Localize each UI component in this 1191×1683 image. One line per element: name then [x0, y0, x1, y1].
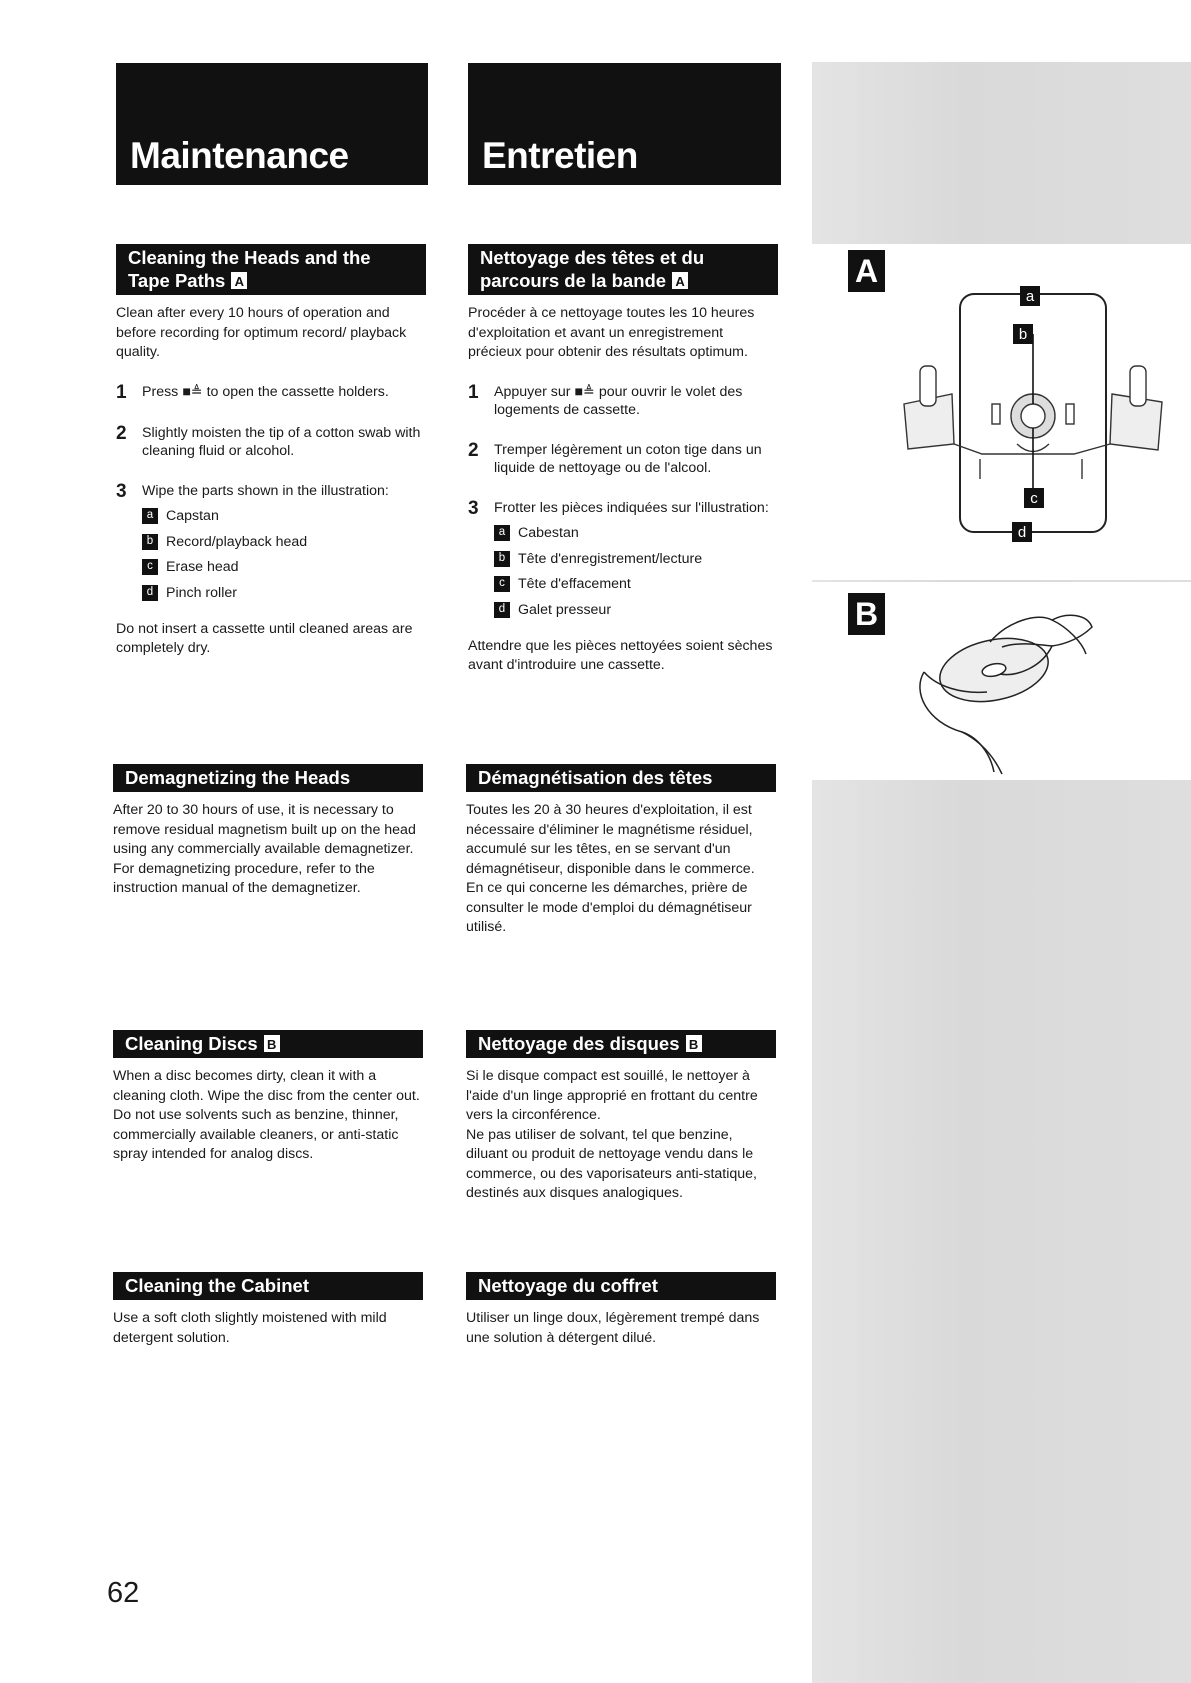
en-demag-section [113, 764, 423, 899]
fr-cabinet-text: Utiliser un linge doux, légèrement trempé dans une solution à détergent dilué. [466, 1310, 760, 1346]
french-page-title: Entretien [482, 135, 638, 176]
fr-discs-text-1: Si le disque compact est souillé, le nettoyer à l'aide d'un linge approprié en frottant du centre vers la circonférence. [466, 1068, 758, 1123]
en-steps [116, 383, 426, 606]
svg-text:a: a [1025, 288, 1035, 305]
disc-cleaning-illustration [812, 582, 1191, 780]
tape-deck-illustration [812, 244, 1191, 580]
fr-heads-note: Attendre que les pièces nettoyées soient sèches avant d'introduire une cassette. [468, 637, 773, 673]
figure-ref-b: B [686, 1035, 702, 1052]
fr-cabinet-heading: Nettoyage du coffret [466, 1272, 776, 1300]
fr-discs-text-2: Ne pas utiliser de solvant, tel que benzine, diluant ou produit de nettoyage vendu dans le commerce, ou des vaporisateurs anti-statique, destinés aux disques analogiques. [466, 1126, 757, 1201]
en-discs-text-2: Do not use solvents such as benzine, thinner, commercially available cleaners, or anti-static spray intended for analog discs. [113, 1107, 399, 1162]
fr-demag-text-2: En ce qui concerne les démarches, prière de consulter le mode d'emploi du démagnétiseur utilisé. [466, 880, 752, 935]
fr-demag-section [466, 764, 776, 938]
svg-text:b: b [1018, 326, 1028, 343]
en-demag-text-1: After 20 to 30 hours of use, it is necessary to remove residual magnetism built up on the head using any commercially available demagnetizer. [113, 802, 416, 857]
fr-heads-intro: Procéder à ce nettoyage toutes les 10 heures d'exploitation et avant un enregistrement précieux pour obtenir des résultats optimum. [468, 305, 755, 360]
figure-b-label: B [848, 593, 885, 635]
list-item: d Galet presseur [494, 597, 769, 623]
figure-a-label: A [848, 250, 885, 292]
figure-ref-a: A [672, 272, 688, 289]
figure-ref-b: B [264, 1035, 280, 1052]
fr-discs-heading: Nettoyage des disques B [466, 1030, 776, 1058]
list-item: b Tête d'enregistrement/lecture [494, 546, 769, 572]
svg-text:c: c [1030, 490, 1038, 507]
figure-a-panel [812, 244, 1191, 580]
list-item: b Record/playback head [142, 529, 389, 555]
en-heads-note: Do not insert a cassette until cleaned areas are completely dry. [116, 620, 413, 656]
fr-step-1: 1 Appuyer sur ■≜ pour ouvrir le volet des logements de cassette. [468, 381, 743, 418]
en-step-3: 3 Wipe the parts shown in the illustration: a Capstan b Record/playback head c Erase head d Pinch roller [116, 482, 426, 606]
list-item: c Erase head [142, 555, 389, 581]
fr-demag-text-1: Toutes les 20 à 30 heures d'exploitation, il est nécessaire d'éliminer le magnétisme résiduel, accumulé sur les têtes, en se servant d'un démagnétiseur, disponible dans le commerce. [466, 802, 755, 877]
en-cabinet-section [113, 1272, 423, 1348]
fr-parts-list [494, 521, 769, 623]
fr-step-2: 2 Tremper légèrement un coton tige dans un liquide de nettoyage ou de l'alcool. [468, 439, 762, 476]
en-demag-text-2: For demagnetizing procedure, refer to the instruction manual of the demagnetizer. [113, 860, 375, 896]
list-item: c Tête d'effacement [494, 572, 769, 598]
list-item: a Cabestan [494, 521, 769, 547]
en-parts-list [142, 504, 389, 606]
fr-demag-heading: Démagnétisation des têtes [466, 764, 776, 792]
en-cabinet-text: Use a soft cloth slightly moistened with mild detergent solution. [113, 1310, 387, 1346]
en-heads-section [116, 244, 426, 659]
en-cabinet-heading: Cleaning the Cabinet [113, 1272, 423, 1300]
en-discs-text-1: When a disc becomes dirty, clean it with a cleaning cloth. Wipe the disc from the center out. [113, 1068, 420, 1104]
french-title-bar [468, 63, 781, 185]
figure-b-panel [812, 582, 1191, 780]
list-item: a Capstan [142, 504, 389, 530]
svg-text:d: d [1017, 524, 1027, 541]
en-discs-heading: Cleaning Discs B [113, 1030, 423, 1058]
en-heads-heading: Cleaning the Heads and the Tape Paths A [116, 244, 426, 295]
fr-cabinet-section [466, 1272, 776, 1348]
fr-discs-section [466, 1030, 776, 1204]
en-step-2: 2 Slightly moisten the tip of a cotton swab with cleaning fluid or alcohol. [116, 422, 421, 459]
page-number: 62 [107, 1577, 140, 1609]
fr-heads-section [468, 244, 778, 676]
fr-steps [468, 383, 778, 623]
en-step-1: 1 Press ■≜ to open the cassette holders. [116, 381, 389, 403]
en-heads-intro: Clean after every 10 hours of operation and before recording for optimum record/ playback quality. [116, 305, 407, 360]
en-discs-section [113, 1030, 423, 1165]
list-item: d Pinch roller [142, 580, 389, 606]
figure-ref-a: A [231, 272, 247, 289]
fr-heads-heading: Nettoyage des têtes et du parcours de la bande A [468, 244, 778, 295]
english-page-title: Maintenance [130, 135, 349, 176]
english-title-bar [116, 63, 428, 185]
en-demag-heading: Demagnetizing the Heads [113, 764, 423, 792]
fr-step-3: 3 Frotter les pièces indiquées sur l'illustration: a Cabestan b Tête d'enregistrement/lecture c Tête d'effacement d Galet presseur [468, 499, 778, 623]
